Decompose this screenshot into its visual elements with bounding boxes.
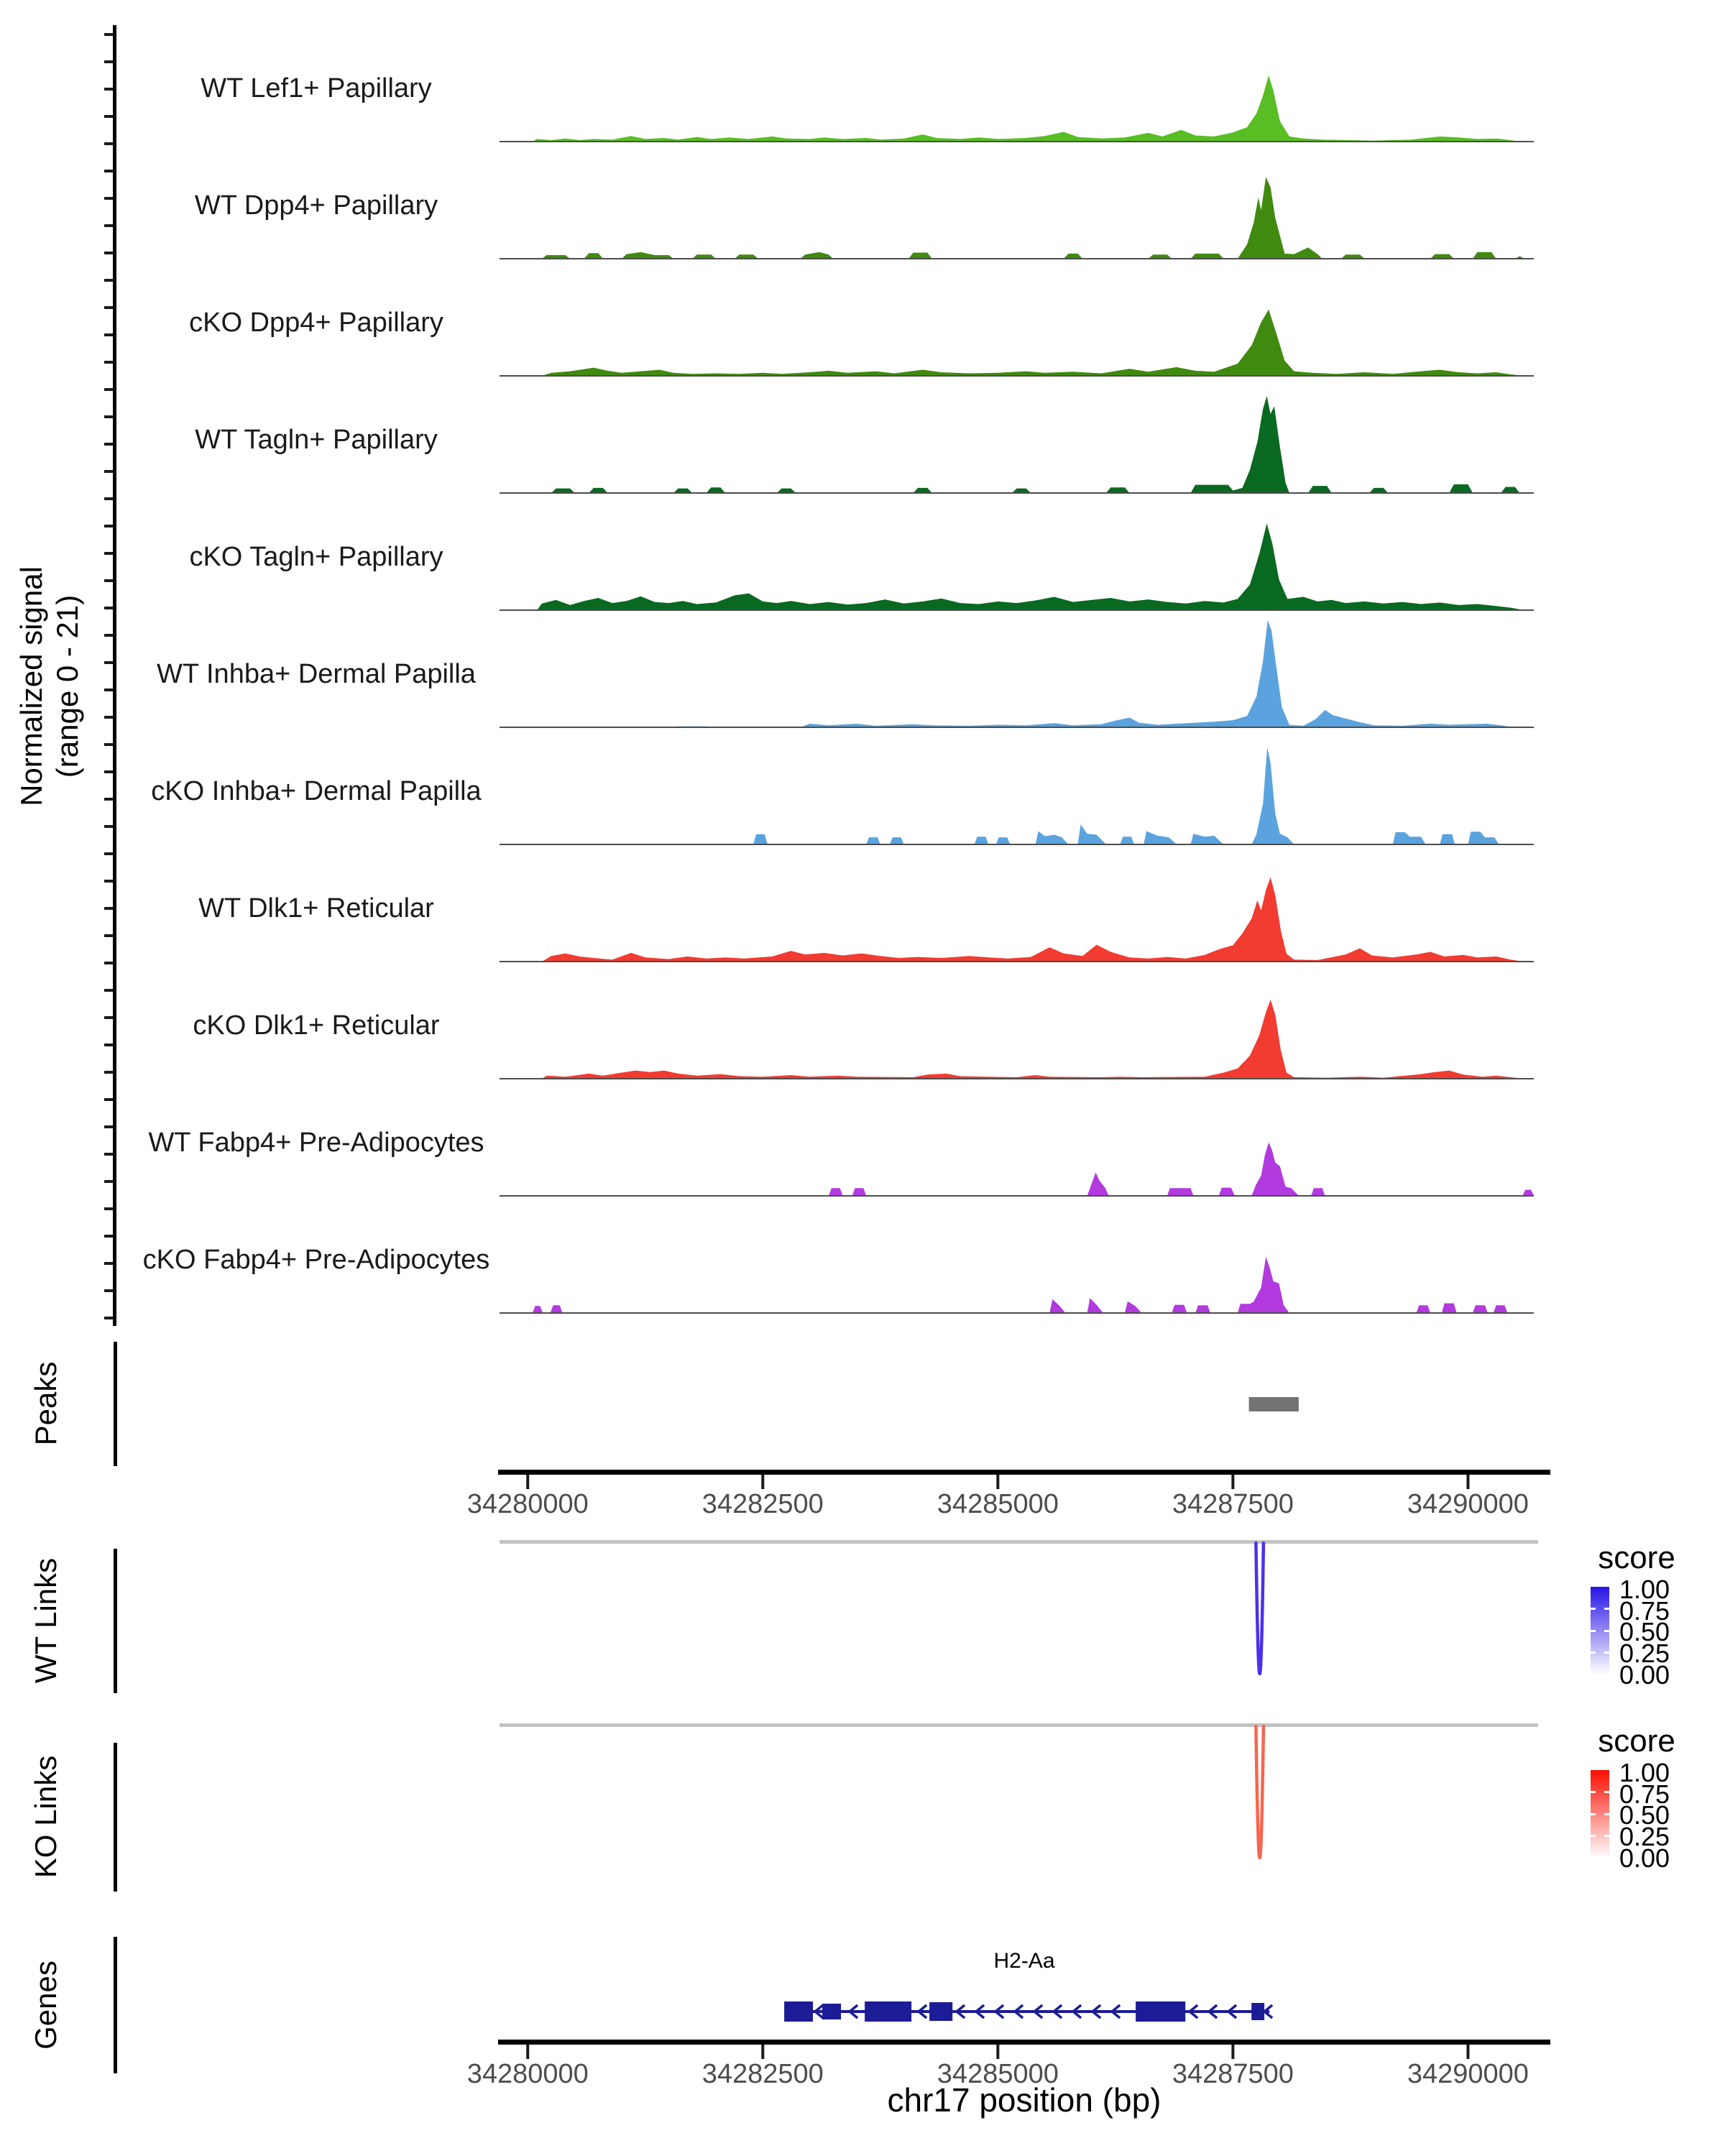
signal-axis bbox=[104, 25, 116, 1326]
gene-model bbox=[784, 2001, 1272, 2022]
genome-axis-tick bbox=[1231, 1475, 1234, 1489]
coverage-track-area bbox=[542, 177, 1524, 259]
genome-axis-title: chr17 position (bp) bbox=[887, 2081, 1162, 2119]
signal-axis-tick bbox=[104, 962, 113, 964]
genome-axis-tick-label: 34287500 bbox=[1172, 1489, 1294, 1519]
coverage-track-row bbox=[201, 73, 1534, 142]
genome-axis-tick-label: 34280000 bbox=[466, 1489, 589, 1519]
coverage-tracks bbox=[143, 73, 1534, 1314]
signal-axis-tick bbox=[104, 1235, 113, 1238]
legend-tick bbox=[1591, 1651, 1596, 1654]
genome-axis-tick bbox=[996, 2045, 999, 2059]
links-baseline bbox=[500, 1540, 1538, 1544]
signal-axis-label-line2: (range 0 - 21) bbox=[50, 594, 84, 778]
signal-axis-tick bbox=[104, 1125, 113, 1128]
signal-axis-tick bbox=[104, 552, 113, 555]
signal-axis-tick bbox=[104, 1289, 113, 1292]
genome-axis-tick-label: 34287500 bbox=[1172, 2059, 1294, 2089]
signal-axis-tick bbox=[104, 852, 113, 855]
signal-axis-tick bbox=[104, 798, 113, 801]
section-axis-brackets bbox=[114, 1342, 117, 2073]
gene-body-line bbox=[784, 2010, 1269, 2013]
signal-axis-tick bbox=[104, 470, 113, 473]
signal-axis-tick bbox=[104, 1262, 113, 1265]
coverage-track-area bbox=[537, 523, 1524, 610]
peaks-section-label: Peaks bbox=[29, 1361, 63, 1446]
genome-axis-tick bbox=[1466, 2045, 1469, 2059]
signal-axis-tick bbox=[104, 252, 113, 254]
coverage-track-baseline bbox=[500, 727, 1534, 728]
legend-tick bbox=[1604, 1835, 1609, 1837]
genome-axis-tick-label: 34280000 bbox=[466, 2059, 589, 2089]
gene-model-track bbox=[784, 2001, 1272, 2022]
gene-exon bbox=[1136, 2001, 1185, 2022]
gene-name-label: H2-Aa bbox=[993, 1949, 1055, 1973]
signal-axis-tick bbox=[104, 1180, 113, 1183]
wt-legend-label: 0.75 bbox=[1619, 1596, 1670, 1626]
coverage-track-label: cKO Dlk1+ Reticular bbox=[193, 1010, 440, 1041]
genome-axis-tick bbox=[996, 1475, 999, 1489]
coverage-track-area bbox=[753, 747, 1499, 844]
coverage-track-baseline bbox=[500, 961, 1534, 962]
signal-axis-tick bbox=[104, 770, 113, 773]
coverage-track-label: WT Dpp4+ Papillary bbox=[194, 190, 438, 221]
ko-legend-label: 0.75 bbox=[1619, 1779, 1670, 1809]
signal-axis-tick bbox=[104, 497, 113, 500]
coverage-track-label: WT Lef1+ Papillary bbox=[201, 73, 432, 103]
links-tracks bbox=[500, 1540, 1538, 1858]
coverage-track-label: WT Tagln+ Papillary bbox=[195, 425, 438, 455]
signal-axis-tick bbox=[104, 361, 113, 364]
gene-exon bbox=[822, 2004, 841, 2019]
coverage-track-row bbox=[189, 523, 1534, 611]
coverage-track-row bbox=[198, 877, 1534, 962]
coverage-track-area bbox=[829, 1143, 1534, 1197]
coverage-track-label: cKO Fabp4+ Pre-Adipocytes bbox=[142, 1245, 490, 1275]
signal-axis-tick bbox=[104, 989, 113, 992]
genome-axis-tick-label: 34282500 bbox=[702, 2059, 824, 2089]
signal-axis-tick bbox=[104, 415, 113, 418]
coverage-track-label: WT Inhba+ Dermal Papilla bbox=[157, 659, 476, 689]
signal-axis-tick bbox=[104, 115, 113, 118]
coverage-track-area bbox=[533, 1257, 1508, 1313]
signal-axis-tick bbox=[104, 1207, 113, 1210]
signal-axis-tick bbox=[104, 306, 113, 309]
genes-axis-bracket bbox=[114, 1937, 117, 2073]
coverage-track-area bbox=[542, 310, 1524, 376]
coverage-track-area bbox=[669, 620, 1515, 727]
links-baseline bbox=[500, 1723, 1538, 1727]
ko-legend-label: 0.25 bbox=[1619, 1822, 1670, 1851]
wt-score-legend bbox=[1591, 1540, 1675, 1690]
coverage-track-label: cKO Dpp4+ Papillary bbox=[189, 308, 443, 338]
ko-legend-label: 0.50 bbox=[1619, 1800, 1670, 1830]
legend-tick bbox=[1604, 1791, 1609, 1793]
signal-axis-tick bbox=[104, 60, 113, 63]
wt-legend-label: 1.00 bbox=[1619, 1575, 1670, 1604]
signal-axis-tick bbox=[104, 142, 113, 145]
coverage-track-baseline bbox=[500, 141, 1534, 142]
ko-links-track bbox=[500, 1723, 1538, 1858]
wt-links-axis-bracket bbox=[114, 1549, 117, 1693]
wt-links-section-label: WT Links bbox=[29, 1557, 63, 1684]
genome-axis-tick bbox=[1231, 2045, 1234, 2059]
gene-exon bbox=[929, 2002, 952, 2021]
coverage-track-baseline bbox=[500, 375, 1534, 377]
signal-axis-tick bbox=[104, 525, 113, 528]
genome-axis-tick bbox=[761, 1475, 764, 1489]
genome-axis-line bbox=[498, 2040, 1550, 2045]
genome-axis-tick-label: 34285000 bbox=[937, 1489, 1059, 1519]
signal-axis-tick bbox=[104, 825, 113, 828]
signal-axis-tick bbox=[104, 716, 113, 719]
coverage-track-area bbox=[542, 1000, 1524, 1079]
coverage-track-row bbox=[151, 747, 1534, 845]
signal-axis-tick bbox=[104, 443, 113, 446]
coverage-track-baseline bbox=[500, 492, 1534, 494]
genome-axis-tick-label: 34290000 bbox=[1407, 2059, 1529, 2089]
wt-links-track bbox=[500, 1540, 1538, 1674]
legend-tick bbox=[1591, 1630, 1596, 1632]
wt-legend-label: 0.00 bbox=[1619, 1660, 1670, 1690]
coverage-track-baseline bbox=[500, 609, 1534, 611]
signal-axis-tick bbox=[104, 224, 113, 227]
genome-axis-upper bbox=[467, 1470, 1550, 1519]
genome-axis-tick-label: 34290000 bbox=[1407, 1489, 1529, 1519]
coverage-track-area bbox=[551, 396, 1519, 493]
signal-axis-tick bbox=[104, 1153, 113, 1156]
peak-interval bbox=[1249, 1397, 1299, 1411]
wt-legend-title: score bbox=[1598, 1540, 1675, 1575]
signal-axis-tick bbox=[104, 1016, 113, 1019]
coverage-track-baseline bbox=[500, 1312, 1534, 1314]
genome-axis-line bbox=[498, 1470, 1550, 1475]
signal-axis-tick bbox=[104, 661, 113, 664]
genome-axis-tick bbox=[1466, 1475, 1469, 1489]
link-arc bbox=[1256, 1726, 1264, 1858]
genome-axis-tick bbox=[526, 2045, 529, 2059]
signal-axis-tick bbox=[104, 333, 113, 336]
signal-axis-tick bbox=[104, 88, 113, 91]
signal-axis-tick bbox=[104, 688, 113, 691]
genome-axis-tick bbox=[526, 1475, 529, 1489]
gene-exon bbox=[784, 2001, 813, 2022]
coverage-track-row bbox=[195, 177, 1534, 259]
signal-axis-tick bbox=[104, 607, 113, 609]
signal-axis-tick bbox=[104, 634, 113, 637]
legend-tick bbox=[1591, 1813, 1596, 1815]
coverage-track-baseline bbox=[500, 1078, 1534, 1079]
signal-axis-tick bbox=[104, 33, 113, 36]
coverage-track-label: cKO Tagln+ Papillary bbox=[189, 542, 443, 572]
coverage-track-area bbox=[542, 877, 1524, 962]
coverage-track-label: WT Fabp4+ Pre-Adipocytes bbox=[148, 1128, 484, 1158]
peaks-track bbox=[1249, 1397, 1299, 1411]
coverage-track-baseline bbox=[500, 258, 1534, 259]
coverage-track-row bbox=[193, 1000, 1534, 1079]
genome-axis-tick-label: 34285000 bbox=[937, 2059, 1059, 2089]
signal-axis-line bbox=[113, 25, 116, 1326]
coverage-track-row bbox=[189, 308, 1534, 377]
signal-axis-tick bbox=[104, 579, 113, 582]
legend-tick bbox=[1591, 1608, 1596, 1610]
gene-exon bbox=[1251, 2003, 1264, 2020]
link-arc bbox=[1256, 1543, 1264, 1674]
legend-tick bbox=[1591, 1791, 1596, 1793]
coverage-track-row bbox=[157, 620, 1534, 728]
signal-axis-tick bbox=[104, 743, 113, 746]
genome-axis-tick bbox=[761, 2045, 764, 2059]
legend-tick bbox=[1591, 1835, 1596, 1837]
coverage-track-label: WT Dlk1+ Reticular bbox=[198, 893, 434, 923]
coverage-track-baseline bbox=[500, 844, 1534, 845]
coverage-track-row bbox=[143, 1245, 1534, 1314]
legend-tick bbox=[1604, 1608, 1609, 1610]
legend-tick bbox=[1604, 1630, 1609, 1632]
signal-axis-tick bbox=[104, 1317, 113, 1319]
signal-axis-tick bbox=[104, 934, 113, 937]
coverage-track-label: cKO Inhba+ Dermal Papilla bbox=[151, 776, 482, 806]
signal-axis-tick bbox=[104, 197, 113, 200]
ko-score-legend bbox=[1591, 1723, 1675, 1873]
ko-legend-title: score bbox=[1598, 1723, 1675, 1759]
ko-legend-label: 1.00 bbox=[1619, 1758, 1670, 1787]
signal-axis-tick bbox=[104, 907, 113, 910]
ko-links-section-label: KO Links bbox=[29, 1755, 63, 1879]
coverage-track-area bbox=[533, 75, 1520, 142]
signal-axis-tick bbox=[104, 1098, 113, 1101]
signal-axis-label-line1: Normalized signal bbox=[14, 566, 48, 806]
coverage-track-row bbox=[148, 1128, 1534, 1197]
signal-axis-tick bbox=[104, 880, 113, 883]
ko-legend-label: 0.00 bbox=[1619, 1843, 1670, 1873]
signal-axis-tick bbox=[104, 279, 113, 282]
legend-tick bbox=[1604, 1813, 1609, 1815]
signal-axis-tick bbox=[104, 1044, 113, 1046]
coverage-track-baseline bbox=[500, 1195, 1534, 1197]
coverage-track-row bbox=[195, 396, 1534, 494]
genome-axis-tick-label: 34282500 bbox=[702, 1489, 824, 1519]
wt-legend-label: 0.50 bbox=[1619, 1617, 1670, 1646]
signal-axis-tick bbox=[104, 388, 113, 391]
wt-legend-label: 0.25 bbox=[1619, 1639, 1670, 1668]
legend-tick bbox=[1604, 1651, 1609, 1654]
signal-axis-tick bbox=[104, 170, 113, 172]
signal-axis-tick bbox=[104, 1071, 113, 1074]
peaks-axis-bracket bbox=[114, 1342, 117, 1466]
ko-links-axis-bracket bbox=[114, 1743, 117, 1892]
gene-exon bbox=[865, 2001, 911, 2022]
genes-section-label: Genes bbox=[29, 1961, 63, 2050]
